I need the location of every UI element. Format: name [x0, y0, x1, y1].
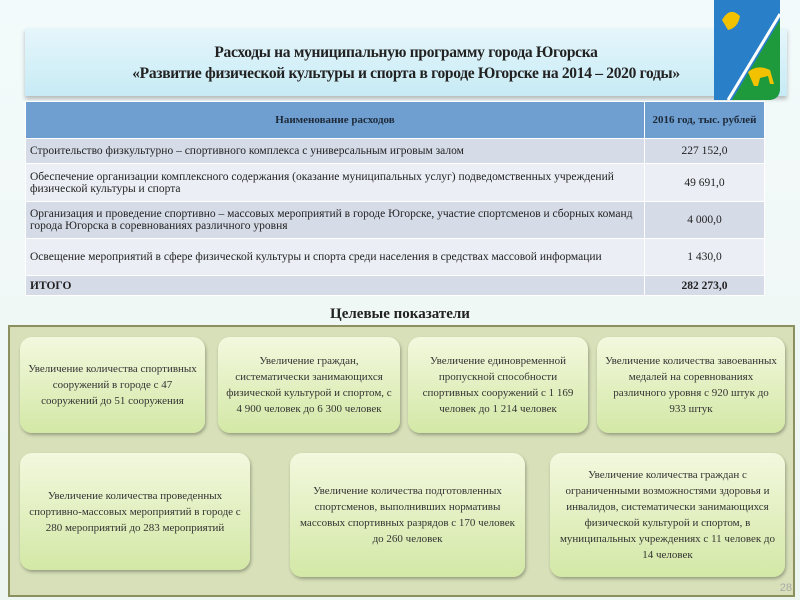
col-header-2016: 2016 год, тыс. рублей — [645, 102, 765, 139]
row-value: 4 000,0 — [645, 202, 765, 239]
row-name: Освещение мероприятий в сфере физической культуры и спорта среди населения в средствах массовой информации — [26, 239, 645, 276]
page-number: 28 — [779, 582, 792, 594]
target-box: Увеличение количества проведенных спортивно-массовых мероприятий в городе с 280 мероприятий до 283 мероприятий — [20, 453, 250, 570]
target-box: Увеличение количества спортивных сооружений в городе с 47 сооружений до 51 сооружения — [20, 337, 205, 433]
row-name: Строительство физкультурно – спортивного комплекса с универсальным игровым залом — [26, 139, 645, 164]
header-line-2: «Развитие физической культуры и спорта в городе Югорске на 2014 – 2020 годы» — [132, 65, 680, 82]
row-value: 227 152,0 — [645, 139, 765, 164]
target-box: Увеличение количества подготовленных спортсменов, выполнивших нормативы массовых спортивных разрядов с 170 человек до 260 человек — [290, 453, 525, 577]
slide-header — [25, 28, 787, 96]
expenses-table — [25, 101, 765, 296]
row-value: 1 430,0 — [645, 239, 765, 276]
targets-title: Целевые показатели — [330, 306, 470, 322]
row-name: Обеспечение организации комплексного содержания (оказание муниципальных услуг) подведомственных учреждений физической культуры и спорта — [26, 164, 645, 202]
target-box: Увеличение единовременной пропускной способности спортивных сооружений с 1 169 человек до 1 214 человек — [408, 337, 588, 433]
total-label: ИТОГО — [26, 276, 645, 296]
total-value: 282 273,0 — [645, 276, 765, 296]
header-line-1: Расходы на муниципальную программу города Югорска — [214, 44, 598, 61]
row-value: 49 691,0 — [645, 164, 765, 202]
target-box: Увеличение граждан, систематически занимающихся физической культурой и спортом, с 4 900 человек до 6 300 человек — [218, 337, 400, 433]
row-name: Организация и проведение спортивно – массовых мероприятий в городе Югорске, участие спортсменов и сборных команд города Югорска в соревнованиях различного уровня — [26, 202, 645, 239]
target-box: Увеличение количества завоеванных медалей на соревнованиях различного уровня с 920 штук до 933 штук — [597, 337, 785, 433]
city-emblem-icon — [712, 0, 782, 104]
col-header-name: Наименование расходов — [26, 102, 645, 139]
target-box: Увеличение количества граждан с ограниченными возможностями здоровья и инвалидов, систематически занимающихся физической культурой и спортом, в муниципальных учреждениях с 11 человек до 14 человек — [550, 453, 785, 577]
